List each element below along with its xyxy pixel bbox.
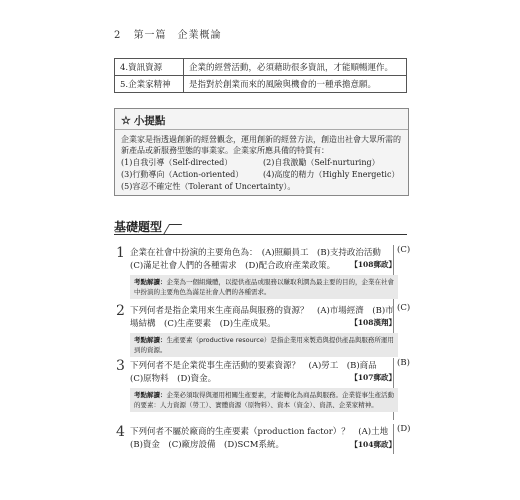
tip-divider [115,129,408,130]
section-underline [114,234,407,235]
definition-term: 5.企業家精神 [115,76,184,93]
question-text: 下列何者是指企業用來生產商品與服務的資源？ (A)市場經濟 (B)市場結構 (C)生產要素 (D)生產成果。 [130,306,394,329]
question-4 [114,424,414,456]
answer-key: (B) [397,358,410,368]
definition-table [114,58,407,93]
explanation [130,275,398,299]
explanation [130,388,398,412]
trait-item: (1)自我引導（Self-directed） [121,158,233,167]
question-number: 4 [116,424,125,440]
question-text: 企業在社會中扮演的主要角色為： (A)照顧員工 (B)支持政治活動 (C)滿足社會人們的各種需求 (D)配合政府產業政策。 [130,248,390,271]
table-row [115,59,407,76]
definition-desc: 企業的經營活動，必須藉助很多資訊，才能順暢運作。 [184,59,407,76]
tip-intro: 企業家是指透過創新的經營觀念，運用創新的經營方法，創造出社會大眾所需的新產品或新服務型態的事業家。企業家所應具備的特質有： [121,135,401,155]
question-number: 3 [116,358,125,374]
explanation-text: 企業為一個組織體，以提供產品或服務以賺取利潤為最主要的目的，企業在社會中扮演的主要角色為滿足社會人們的各種需求。 [134,278,394,296]
question-text: 下列何者不屬於廠商的生產要素（production factor）？ (A)土地 (B)資金 (C)廠房設備 (D)SCM系統。 [130,427,397,450]
exam-source: 【107郵政】 [350,373,396,382]
answer-key: (C) [397,245,411,255]
tip-title [121,113,165,128]
section-title: 基礎題型 [114,220,163,234]
star-icon: ☆ [121,114,131,127]
answer-key: (D) [397,424,411,434]
explanation-label: 考點解讀： [134,278,167,286]
explanation-text: 企業必須取得與運用相關生產要素，才能轉化為商品與服務。企業從事生產活動的要素：人力資源（勞工）、實體資源（原物料）、資本（資金）、資訊、企業家精神。 [134,391,394,409]
exam-source: 【108漢翔】 [350,318,396,327]
question-1 [114,245,414,307]
trait-item: (3)行動導向（Action-oriented） [121,170,244,179]
table-row [115,76,407,93]
definition-desc: 是指對於創業而來的風險與機會的一種承擔意願。 [184,76,407,93]
exam-source: 【104郵政】 [350,440,396,449]
trait-item: (2)自我激勵（Self-nurturing） [263,158,380,167]
exam-source: 【108郵政】 [350,260,396,269]
question-text: 下列何者不是企業從事生產活動的要素資源？ (A)勞工 (B)商品 (C)原物料 (D)資金。 [130,361,386,384]
definition-term: 4.資訊資源 [115,59,184,76]
question-3 [114,358,414,422]
trait-item: (4)高度的精力（Highly Energetic） [263,170,400,179]
chapter-title: 第一篇 企業概論 [133,30,222,41]
question-2 [114,303,414,359]
question-number: 1 [116,245,125,261]
explanation-label: 考點解讀： [134,336,167,344]
explanation [130,333,398,357]
answer-key: (C) [397,303,411,313]
explanation-text: 生產要素（productive resource）是指企業用來製造與提供產品與服務所運用到的資源。 [134,336,394,354]
explanation-label: 考點解讀： [134,391,167,399]
tip-box [114,108,409,196]
tip-title-text: 小提點 [133,115,166,127]
trait-item: (5)容忍不確定性（Tolerant of Uncertainty）。 [121,182,296,191]
page-number: 2 [114,30,122,41]
page-header [114,26,222,41]
question-number: 2 [116,303,125,319]
